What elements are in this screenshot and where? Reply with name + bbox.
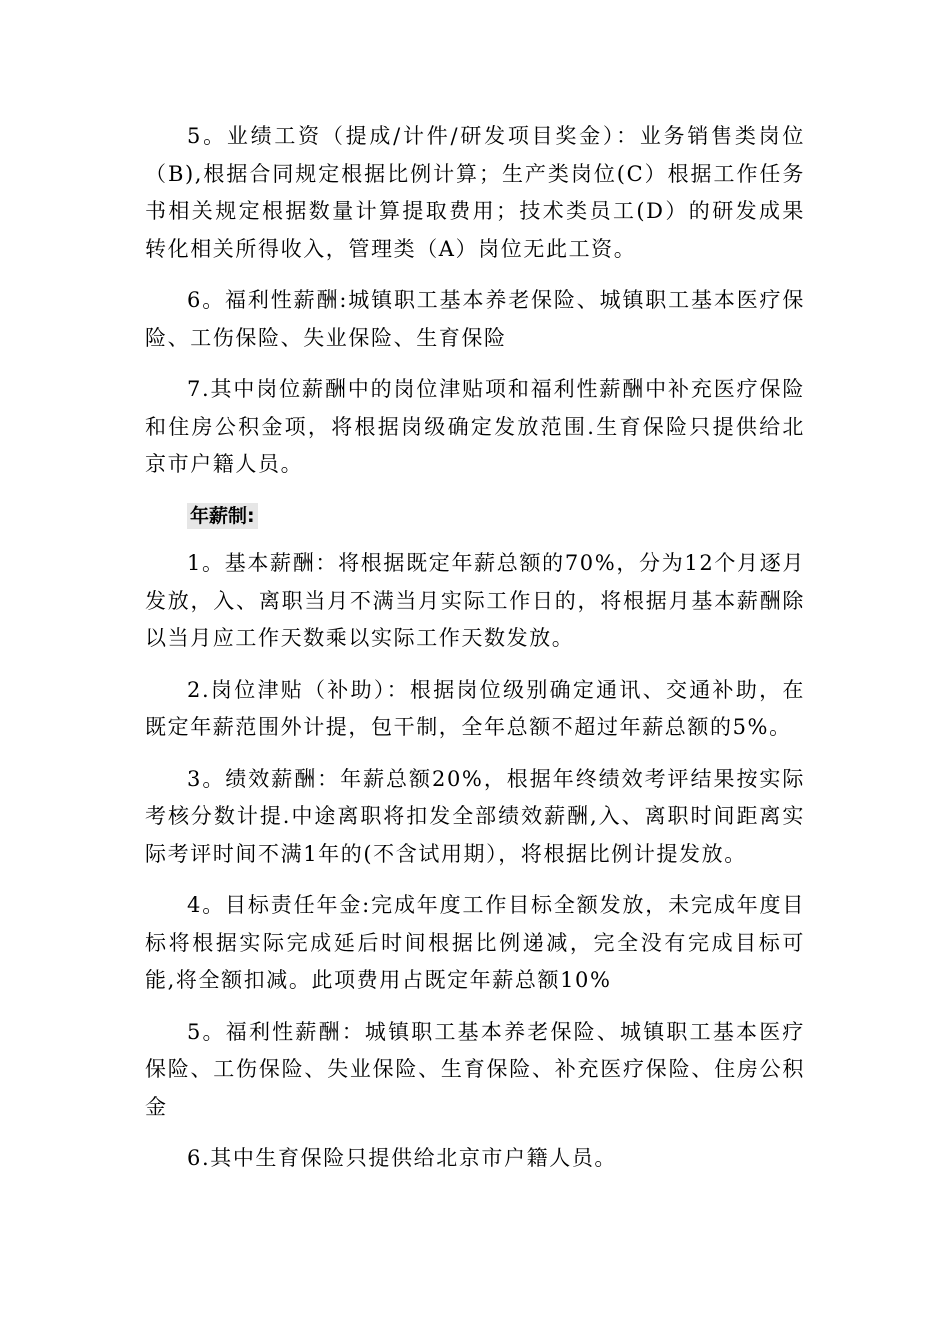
paragraph-welfare-pay: 6。福利性薪酬:城镇职工基本养老保险、城镇职工基本医疗保险、工伤保险、失业保险、生育保险 bbox=[145, 288, 805, 350]
paragraph-performance-pay: 5。业绩工资（提成/计件/研发项目奖金）：业务销售类岗位（B),根据合同规定根据比例计算；生产类岗位(C）根据工作任务书相关规定根据数量计算提取费用；技术类员工(D）的研发成果转化相关所得收入，管理类（A）岗位无此工资。 bbox=[145, 124, 805, 261]
paragraph-position-allowance: 2.岗位津贴（补助）：根据岗位级别确定通讯、交通补助，在既定年薪范围外计提，包干制，全年总额不超过年薪总额的5%。 bbox=[145, 677, 805, 739]
section-heading-annual-salary bbox=[145, 498, 805, 536]
paragraph-performance-bonus: 3。绩效薪酬：年薪总额20%，根据年终绩效考评结果按实际考核分数计提.中途离职将扣发全部绩效薪酬,入、离职时间距离实际考评时间不满1年的(不含试用期），将根据比例计提发放。 bbox=[145, 766, 805, 866]
paragraph-annual-welfare: 5。福利性薪酬：城镇职工基本养老保险、城镇职工基本医疗保险、工伤保险、失业保险、生育保险、补充医疗保险、住房公积金 bbox=[145, 1019, 805, 1119]
paragraph-maternity-note: 6.其中生育保险只提供给北京市户籍人员。 bbox=[187, 1146, 618, 1170]
paragraph-target-annuity: 4。目标责任年金:完成年度工作目标全额发放，未完成年度目标将根据实际完成延后时间根据比例递减，完全没有完成目标可能,将全额扣减。此项费用占既定年薪总额10% bbox=[145, 893, 805, 992]
paragraph-basic-pay: 1。基本薪酬：将根据既定年薪总额的70%，分为12个月逐月发放，入、离职当月不满当月实际工作日的，将根据月基本薪酬除以当月应工作天数乘以实际工作天数发放。 bbox=[145, 551, 805, 650]
document-page bbox=[145, 118, 805, 1192]
paragraph-allowance-scope: 7.其中岗位薪酬中的岗位津贴项和福利性薪酬中补充医疗保险和住房公积金项，将根据岗级确定发放范围.生育保险只提供给北京市户籍人员。 bbox=[145, 377, 805, 476]
section-heading-text: 年薪制: bbox=[187, 503, 258, 529]
